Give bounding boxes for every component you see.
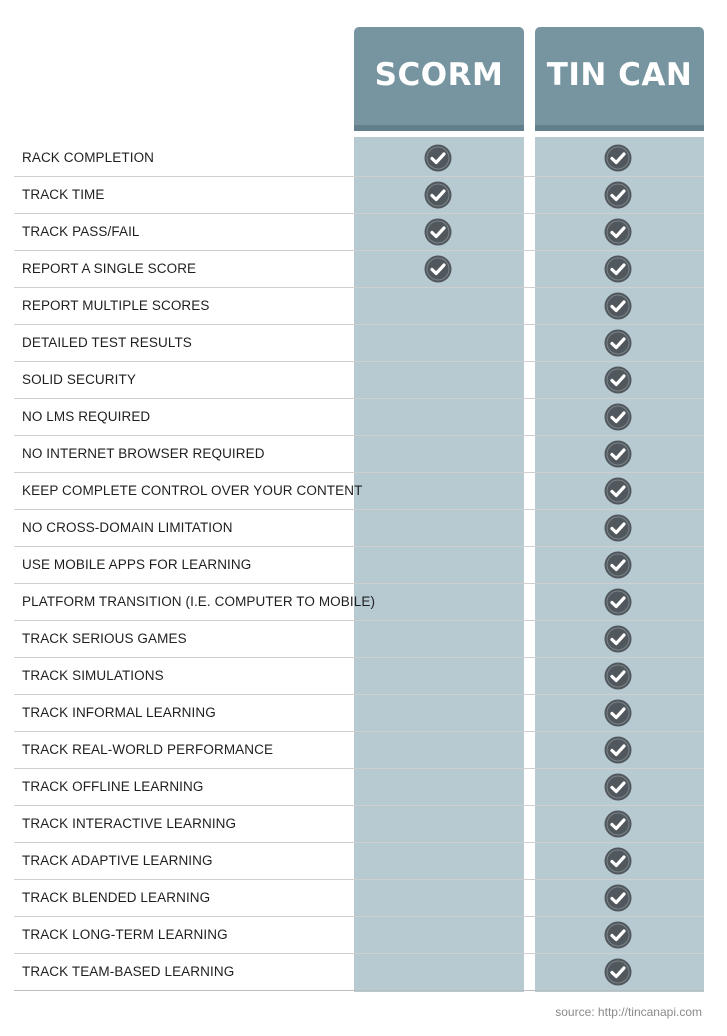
feature-label: TRACK REAL-WORLD PERFORMANCE xyxy=(22,742,274,757)
table-row xyxy=(14,806,704,843)
table-row xyxy=(14,473,704,510)
feature-label: DETAILED TEST RESULTS xyxy=(22,335,192,350)
table-row xyxy=(14,510,704,547)
check-circle-icon xyxy=(604,440,632,468)
feature-label: NO INTERNET BROWSER REQUIRED xyxy=(22,446,265,461)
scorm-column-title: SCORM xyxy=(374,57,504,93)
table-row xyxy=(14,621,704,658)
check-circle-icon xyxy=(604,736,632,764)
table-row xyxy=(14,584,704,621)
check-circle-icon xyxy=(604,218,632,246)
table-row xyxy=(14,436,704,473)
feature-label: TRACK SERIOUS GAMES xyxy=(22,631,187,646)
feature-label: TRACK PASS/FAIL xyxy=(22,224,140,239)
feature-label: TRACK OFFLINE LEARNING xyxy=(22,779,204,794)
feature-label: USE MOBILE APPS FOR LEARNING xyxy=(22,557,252,572)
feature-label: TRACK TIME xyxy=(22,187,105,202)
check-circle-icon xyxy=(604,773,632,801)
feature-label: TRACK INFORMAL LEARNING xyxy=(22,705,216,720)
check-circle-icon xyxy=(424,181,452,209)
check-circle-icon xyxy=(604,810,632,838)
table-row xyxy=(14,325,704,362)
feature-label: TRACK LONG-TERM LEARNING xyxy=(22,927,228,942)
check-circle-icon xyxy=(604,329,632,357)
table-row xyxy=(14,658,704,695)
feature-label: REPORT MULTIPLE SCORES xyxy=(22,298,210,313)
table-row xyxy=(14,695,704,732)
tincan-column-header xyxy=(535,27,704,131)
table-row xyxy=(14,917,704,954)
check-circle-icon xyxy=(604,958,632,986)
check-circle-icon xyxy=(604,662,632,690)
feature-label: TRACK BLENDED LEARNING xyxy=(22,890,211,905)
check-circle-icon xyxy=(604,255,632,283)
table-row xyxy=(14,769,704,806)
check-circle-icon xyxy=(604,366,632,394)
feature-label: NO LMS REQUIRED xyxy=(22,409,151,424)
table-row xyxy=(14,547,704,584)
feature-label: TRACK INTERACTIVE LEARNING xyxy=(22,816,237,831)
feature-label: NO CROSS-DOMAIN LIMITATION xyxy=(22,520,233,535)
table-row xyxy=(14,177,704,214)
check-circle-icon xyxy=(604,514,632,542)
table-row xyxy=(14,880,704,917)
check-circle-icon xyxy=(604,921,632,949)
feature-label: TRACK TEAM-BASED LEARNING xyxy=(22,964,235,979)
feature-label: RACK COMPLETION xyxy=(22,150,155,165)
source-credit: source: http://tincanapi.com xyxy=(555,1005,702,1019)
check-circle-icon xyxy=(424,255,452,283)
table-row xyxy=(14,214,704,251)
table-row xyxy=(14,954,704,991)
check-circle-icon xyxy=(604,144,632,172)
check-circle-icon xyxy=(604,477,632,505)
table-row xyxy=(14,140,704,177)
check-circle-icon xyxy=(604,625,632,653)
tincan-column-title: TIN CAN xyxy=(546,57,693,93)
check-circle-icon xyxy=(604,588,632,616)
check-circle-icon xyxy=(604,847,632,875)
feature-label: SOLID SECURITY xyxy=(22,372,136,387)
scorm-column-header xyxy=(354,27,524,131)
feature-label: TRACK ADAPTIVE LEARNING xyxy=(22,853,213,868)
table-row xyxy=(14,843,704,880)
check-circle-icon xyxy=(604,699,632,727)
table-row xyxy=(14,362,704,399)
table-row xyxy=(14,251,704,288)
table-row xyxy=(14,288,704,325)
feature-label: REPORT A SINGLE SCORE xyxy=(22,261,197,276)
check-circle-icon xyxy=(604,551,632,579)
check-circle-icon xyxy=(604,403,632,431)
feature-label: PLATFORM TRANSITION (I.E. COMPUTER TO MOBILE) xyxy=(22,594,376,609)
feature-label: KEEP COMPLETE CONTROL OVER YOUR CONTENT xyxy=(22,483,363,498)
check-circle-icon xyxy=(604,292,632,320)
comparison-table xyxy=(14,140,704,991)
table-row xyxy=(14,732,704,769)
check-circle-icon xyxy=(424,144,452,172)
check-circle-icon xyxy=(604,884,632,912)
check-circle-icon xyxy=(604,181,632,209)
feature-label: TRACK SIMULATIONS xyxy=(22,668,164,683)
table-row xyxy=(14,399,704,436)
check-circle-icon xyxy=(424,218,452,246)
